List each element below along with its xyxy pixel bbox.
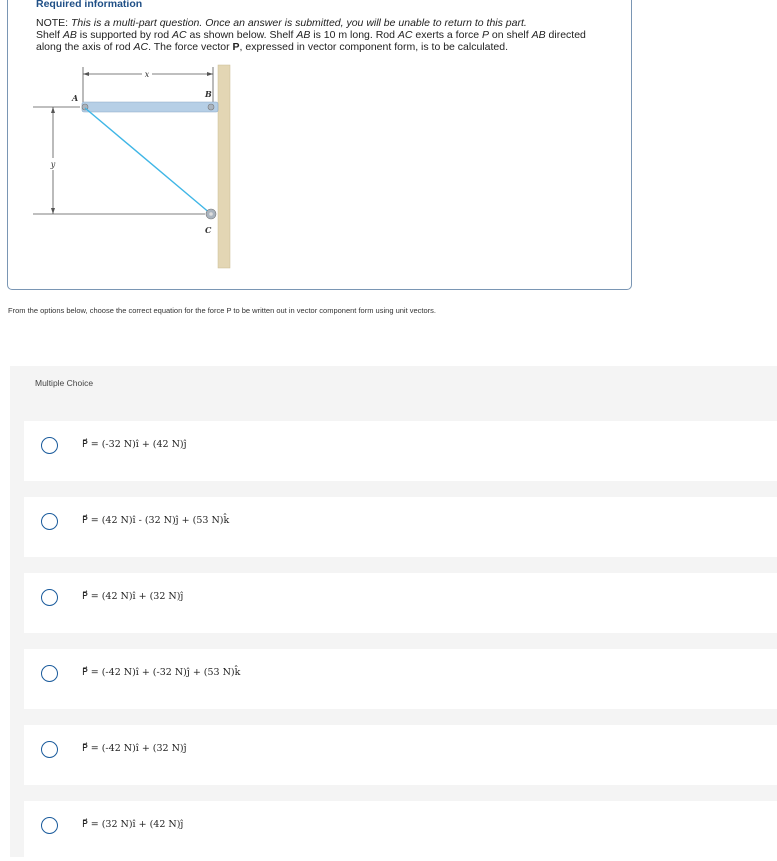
label-y: y bbox=[50, 160, 56, 169]
choice-text: P⃗ = (-42 N)î + (-32 N)ĵ + (53 N)k̂ bbox=[82, 667, 241, 678]
choice-text: P⃗ = (42 N)î - (32 N)ĵ + (53 N)k̂ bbox=[82, 515, 230, 526]
choice-option-6[interactable] bbox=[24, 801, 777, 861]
label-a: A bbox=[72, 93, 79, 103]
rod-ac bbox=[85, 108, 211, 214]
choice-option-1[interactable] bbox=[24, 421, 777, 481]
label-b: B bbox=[205, 89, 212, 99]
choice-text: P⃗ = (-42 N)î + (32 N)ĵ bbox=[82, 743, 187, 754]
pin-b bbox=[208, 104, 214, 110]
question-prompt: From the options below, choose the correct equation for the force P to be written out in vector component form using unit vectors. bbox=[8, 306, 437, 315]
choice-option-3[interactable] bbox=[24, 573, 777, 633]
multiple-choice-label: Multiple Choice bbox=[35, 378, 94, 388]
statement-line-3: along the axis of rod AC. The force vector P, expressed in vector component form, is to be calculated. bbox=[36, 41, 508, 53]
note-line: NOTE: This is a multi-part question. Once an answer is submitted, you will be unable to return to this part. bbox=[36, 17, 527, 29]
shelf-rod-diagram bbox=[30, 62, 240, 272]
wall bbox=[218, 65, 230, 268]
problem-statement bbox=[36, 17, 606, 53]
statement-line-2: Shelf AB is supported by rod AC as shown below. Shelf AB is 10 m long. Rod AC exerts a force P on shelf AB directed bbox=[36, 29, 586, 41]
section-title: Required information bbox=[36, 0, 143, 10]
radio-button[interactable] bbox=[41, 589, 58, 606]
radio-button[interactable] bbox=[41, 437, 58, 454]
choice-option-5[interactable] bbox=[24, 725, 777, 785]
radio-button[interactable] bbox=[41, 741, 58, 758]
choice-text: P⃗ = (32 N)î + (42 N)ĵ bbox=[82, 819, 184, 830]
choice-text: P⃗ = (42 N)î + (32 N)ĵ bbox=[82, 591, 184, 602]
label-c: C bbox=[205, 225, 212, 235]
label-x: x bbox=[144, 70, 150, 79]
radio-button[interactable] bbox=[41, 817, 58, 834]
radio-button[interactable] bbox=[41, 665, 58, 682]
choice-option-2[interactable] bbox=[24, 497, 777, 557]
choice-text: P⃗ = (-32 N)î + (42 N)ĵ bbox=[82, 439, 187, 450]
choice-option-4[interactable] bbox=[24, 649, 777, 709]
shelf-ab bbox=[82, 102, 218, 112]
multiple-choice-panel bbox=[10, 366, 777, 857]
radio-button[interactable] bbox=[41, 513, 58, 530]
